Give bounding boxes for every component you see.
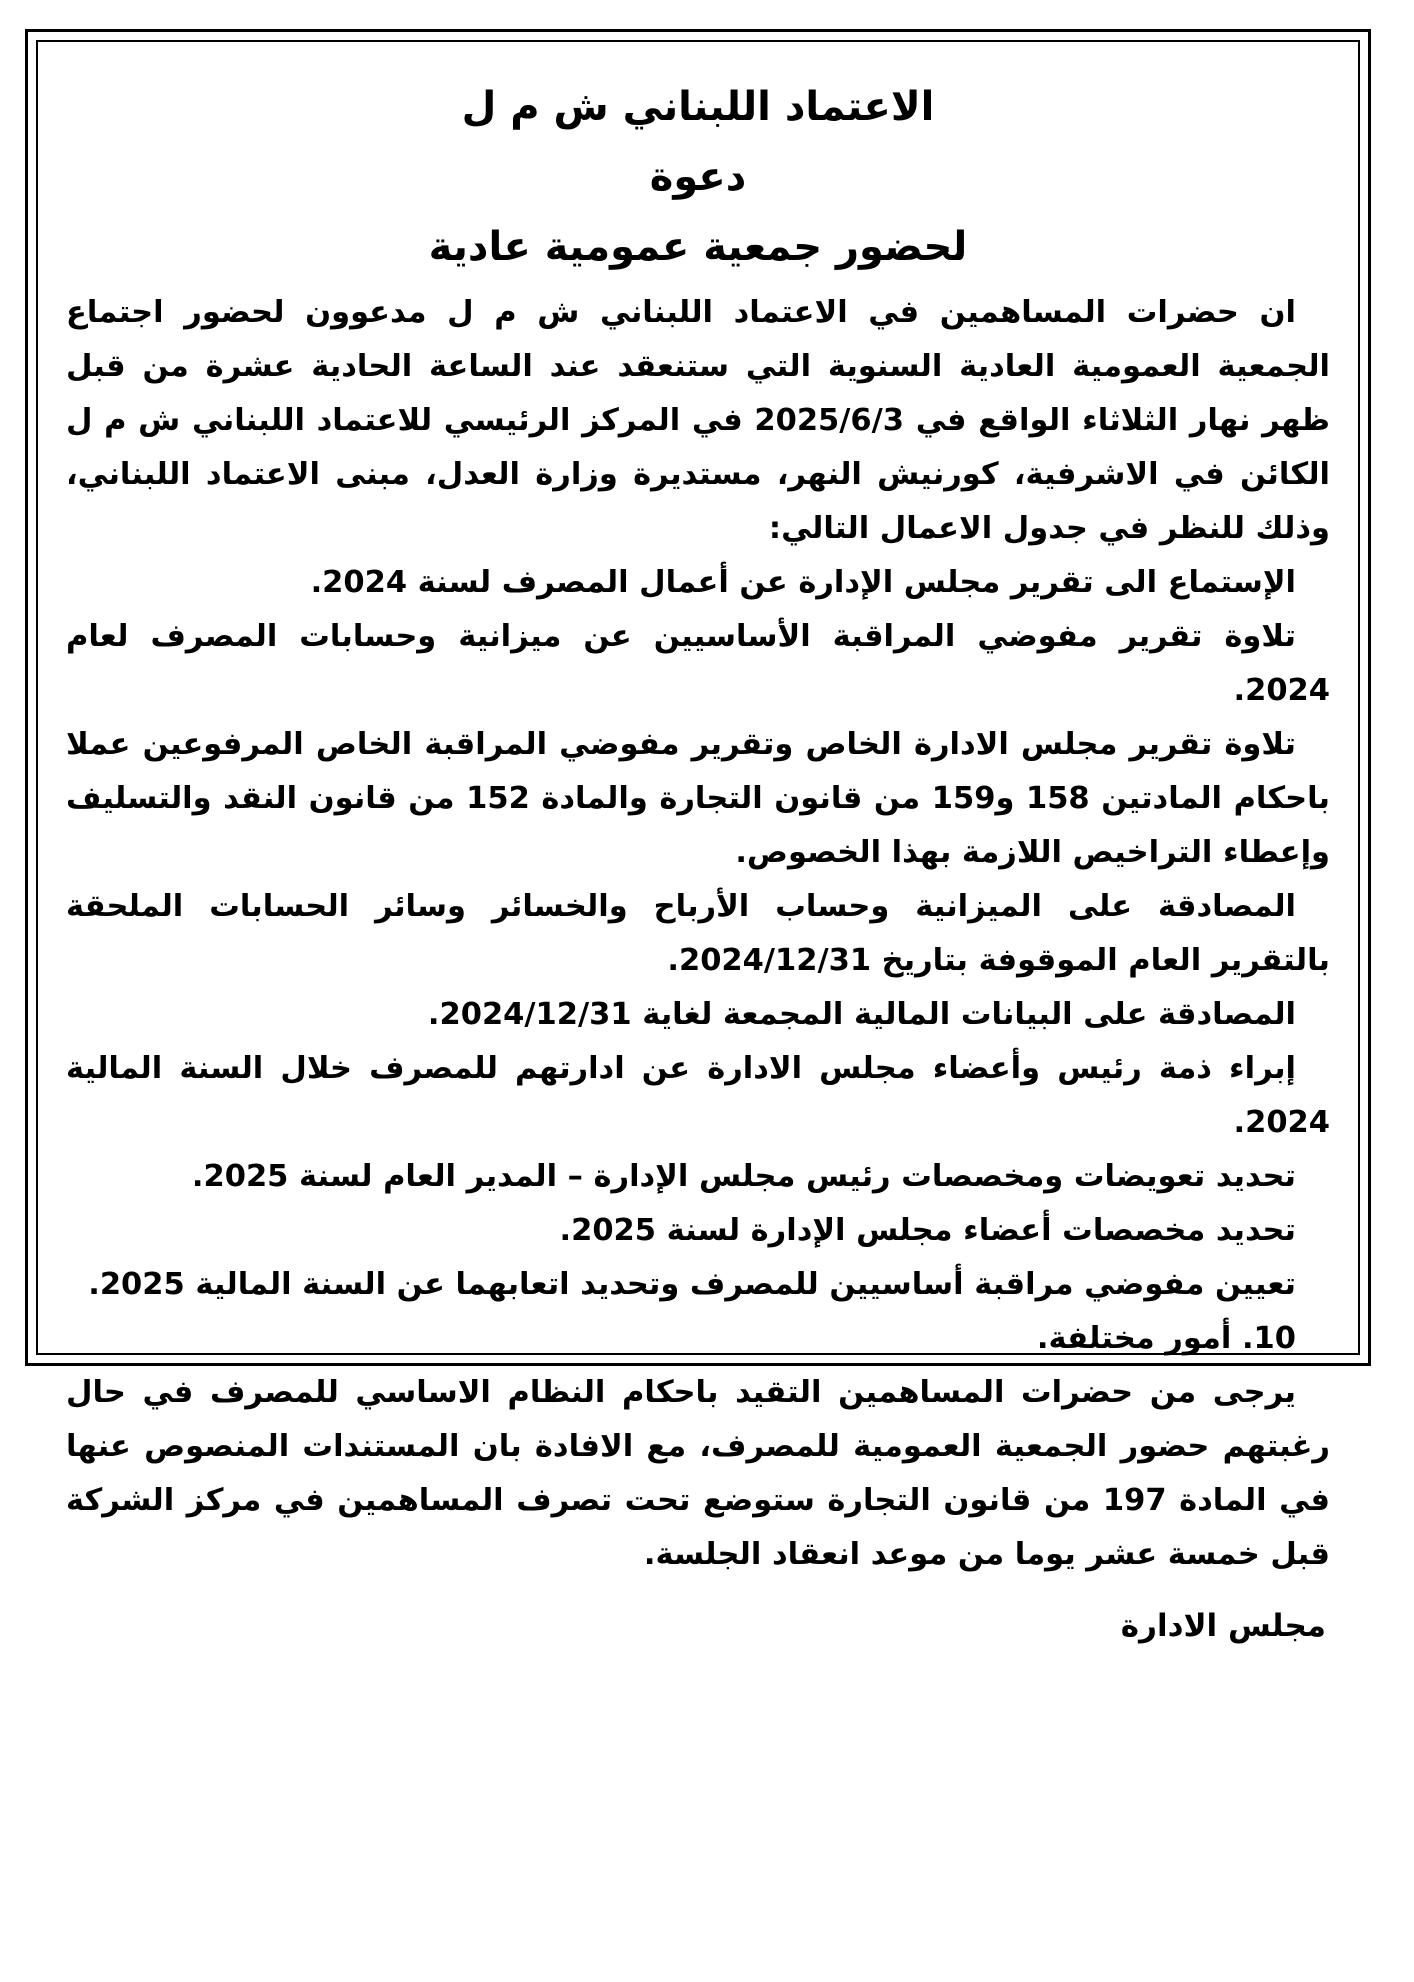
agenda-item-9: تعيين مفوضي مراقبة أساسيين للمصرف وتحديد اتعابهما عن السنة المالية 2025. [88, 1267, 1296, 1302]
notice-inner-frame [36, 40, 1360, 1644]
meeting-subject: لحضور جمعية عمومية عادية [428, 224, 968, 270]
agenda-item-4: المصادقة على الميزانية وحساب الأرباح والخسائر وسائر الحسابات الملحقة بالتقرير العام الموقوفة بتاريخ 2024/12/31. [66, 889, 1330, 978]
board-signature: مجلس الادارة [1120, 1608, 1326, 1644]
closing-paragraph: يرجى من حضرات المساهمين التقيد باحكام النظام الاساسي للمصرف في حال رغبتهم حضور الجمعية العمومية للمصرف، مع الافادة بان المستندات المنصوص عنها في المادة 197 من قانون التجارة ستوضع تحت تصرف المساهمين في مركز الشركة قبل خمسة عشر يوما من موعد انعقاد الجلسة. [66, 1375, 1330, 1572]
notice-outer-frame [25, 29, 1371, 1644]
agenda-item-10: 10. أمور مختلفة. [1036, 1321, 1296, 1356]
agenda-item-1: الإستماع الى تقرير مجلس الإدارة عن أعمال المصرف لسنة 2024. [310, 565, 1296, 600]
agenda-item-3: تلاوة تقرير مجلس الادارة الخاص وتقرير مفوضي المراقبة الخاص المرفوعين عملا باحكام المادتين 158 و159 من قانون التجارة والمادة 152 من قانون النقد والتسليف وإعطاء التراخيص اللازمة بهذا الخصوص. [66, 727, 1331, 870]
agenda-item-6: إبراء ذمة رئيس وأعضاء مجلس الادارة عن ادارتهم للمصرف خلال السنة المالية 2024. [66, 1051, 1330, 1140]
notice-header [66, 72, 1330, 282]
notice-content [66, 72, 1331, 1644]
agenda-list [66, 556, 1330, 1366]
agenda-item-7: تحديد تعويضات ومخصصات رئيس مجلس الإدارة – المدير العام لسنة 2025. [191, 1159, 1296, 1194]
agenda-item-5: المصادقة على البيانات المالية المجمعة لغاية 2024/12/31. [427, 997, 1296, 1032]
agenda-item-8: تحديد مخصصات أعضاء مجلس الإدارة لسنة 2025. [559, 1213, 1296, 1248]
agenda-item-2: تلاوة تقرير مفوضي المراقبة الأساسيين عن ميزانية وحسابات المصرف لعام 2024. [66, 619, 1330, 708]
intro-paragraph: ان حضرات المساهمين في الاعتماد اللبناني ش م ل مدعوون لحضور اجتماع الجمعية العمومية العادية السنوية التي ستنعقد عند الساعة الحادية عشرة من قبل ظهر نهار الثلاثاء الواقع في 2025/6/3 في المركز الرئيسي للاعتماد اللبناني ش م ل الكائن في الاشرفية، كورنيش النهر، مستديرة وزارة العدل، مبنى الاعتماد اللبناني، وذلك للنظر في جدول الاعمال التالي: [66, 295, 1330, 546]
company-name: الاعتماد اللبناني ش م ل [461, 84, 935, 130]
invitation-title: دعوة [649, 154, 747, 200]
